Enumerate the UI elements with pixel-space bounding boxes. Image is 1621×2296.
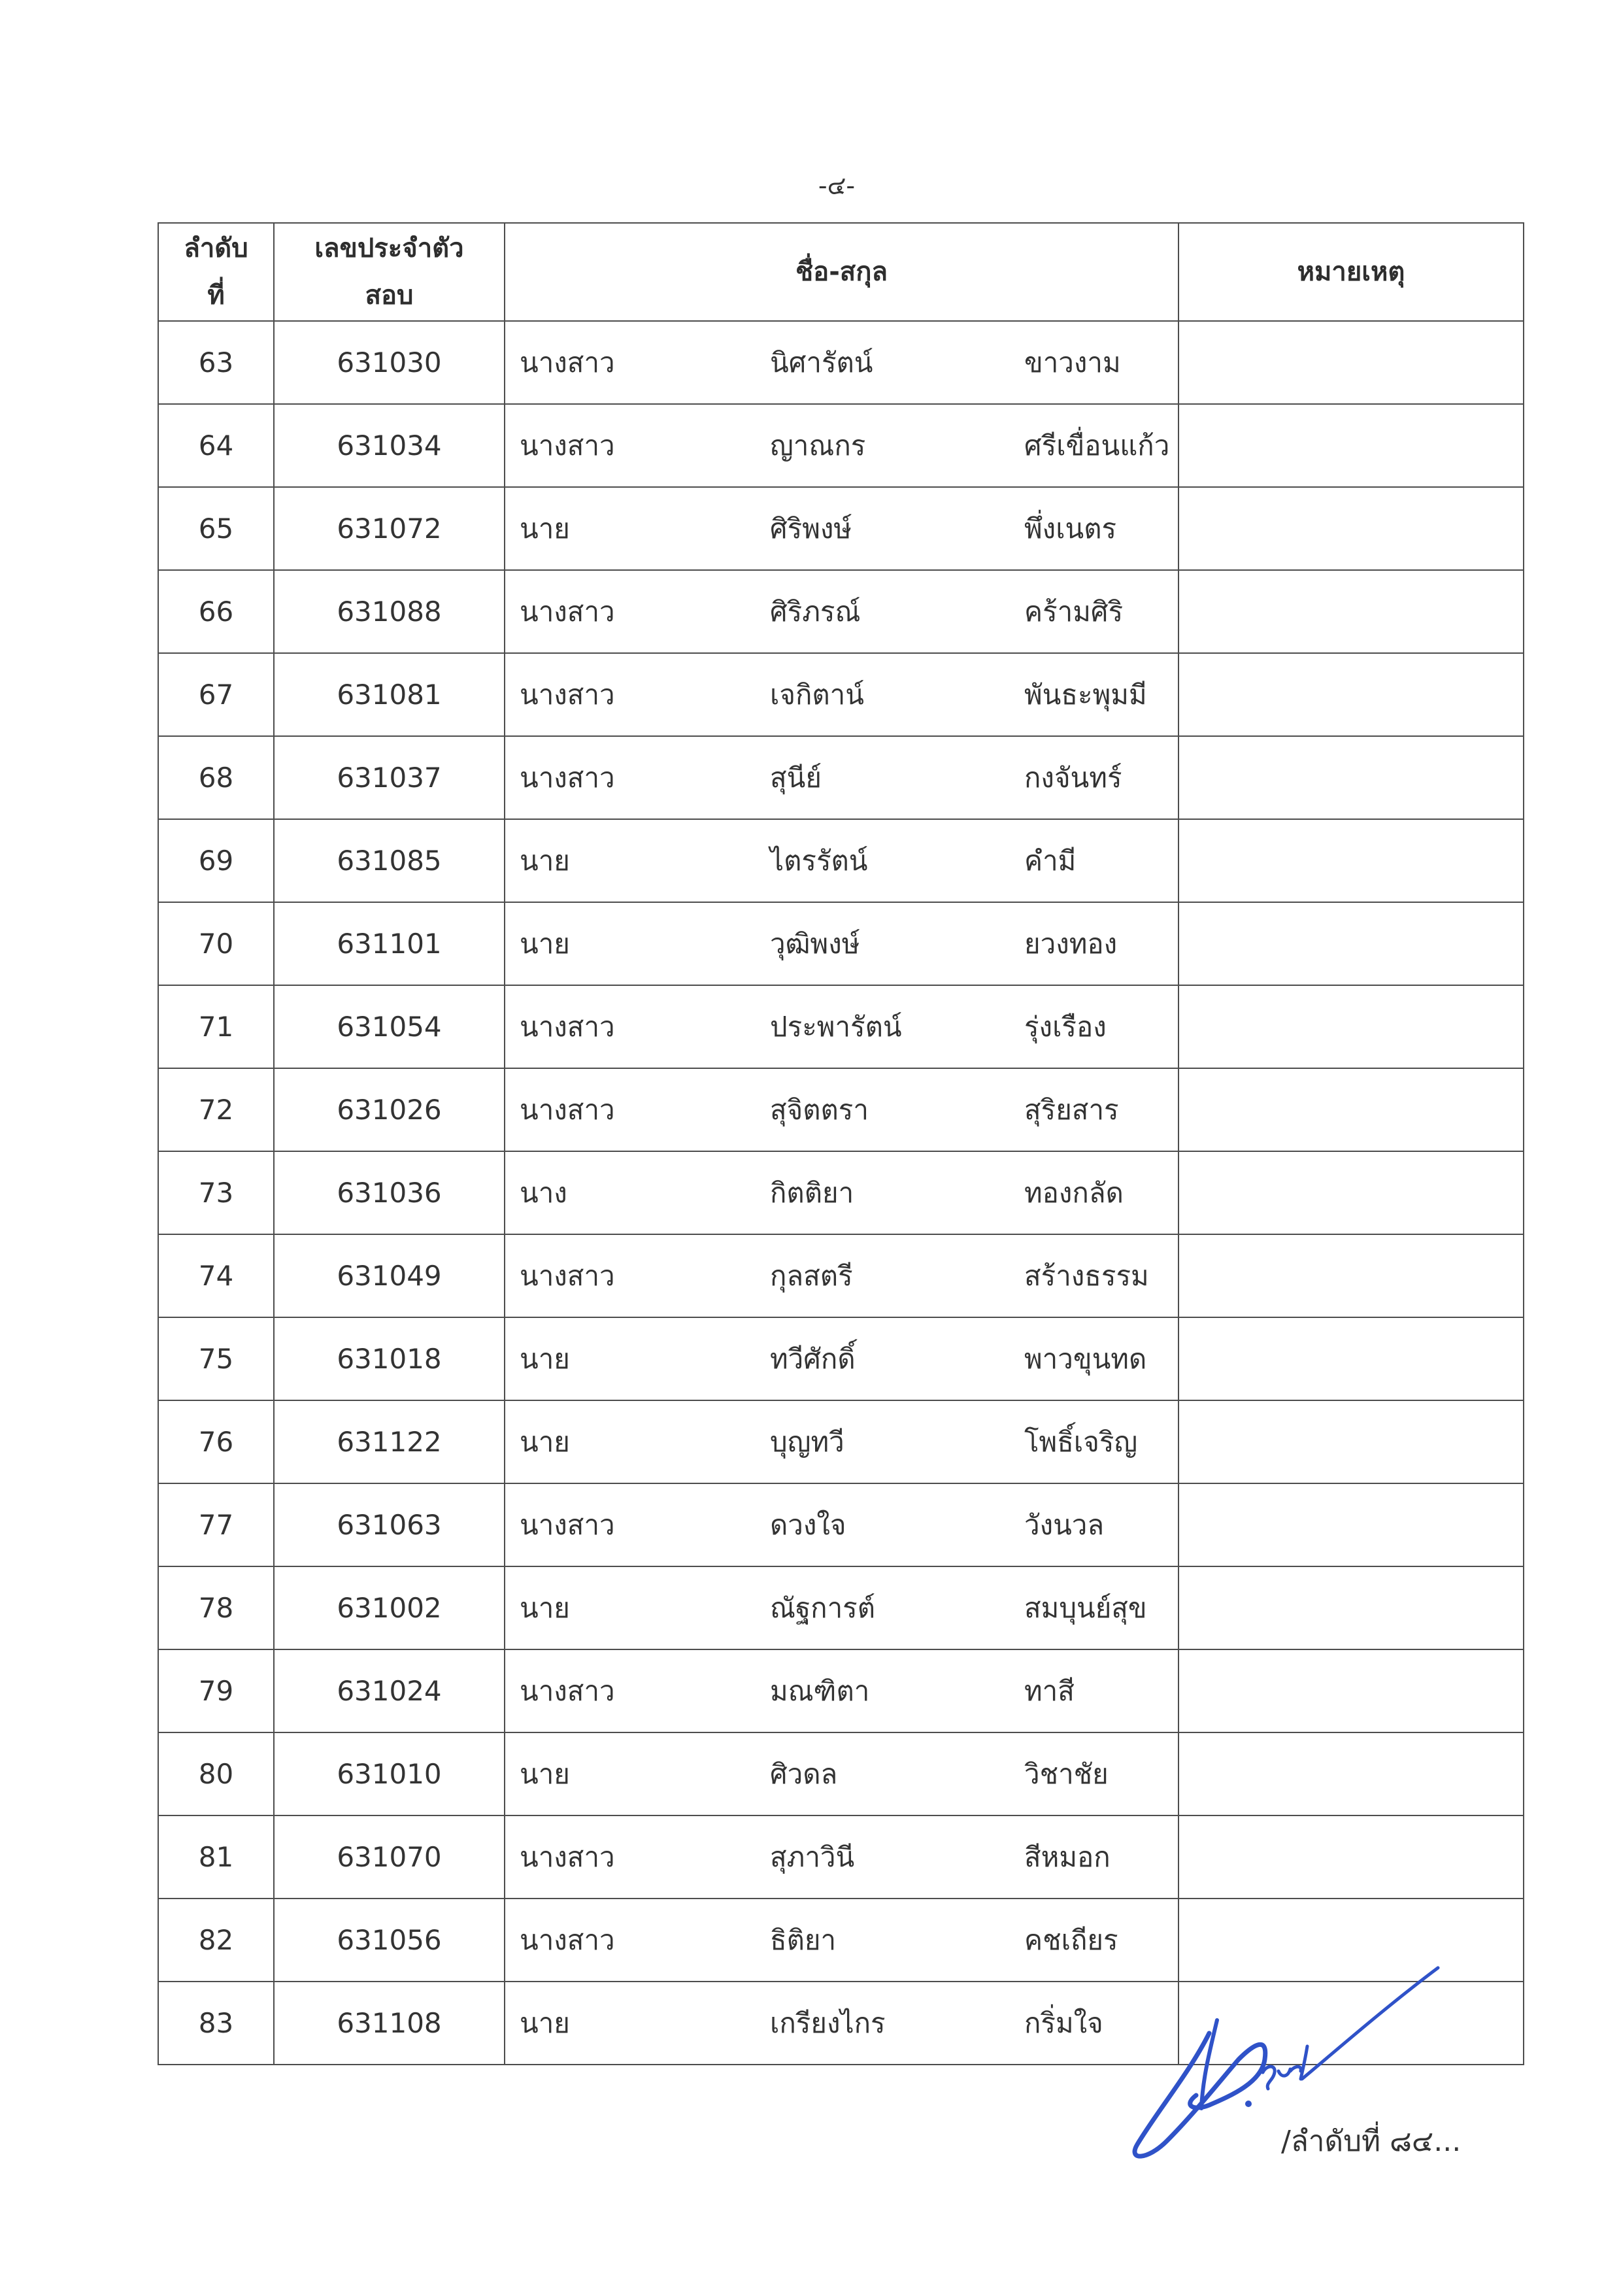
seq-cell: 71	[158, 985, 274, 1068]
full-name-cell	[505, 487, 1178, 570]
first-name: ประพารัตน์	[770, 1011, 902, 1043]
first-name: กุลสตรี	[770, 1260, 853, 1292]
first-name: สุนีย์	[770, 762, 822, 794]
header-full-name: ชื่อ-สกุล	[505, 223, 1178, 321]
first-name: ดวงใจ	[770, 1509, 846, 1541]
exam-id-cell: 631072	[274, 487, 505, 570]
seq-cell: 83	[158, 1982, 274, 2065]
name-title: นางสาว	[520, 679, 615, 711]
seq-cell: 78	[158, 1566, 274, 1649]
first-name: เจกิตาน์	[770, 679, 864, 711]
name-title: นางสาว	[520, 1841, 615, 1873]
last-name: วังนวล	[1024, 1509, 1105, 1541]
last-name: ขาวงาม	[1024, 346, 1121, 379]
exam-id-cell: 631085	[274, 819, 505, 902]
full-name-cell	[505, 1566, 1178, 1649]
continuation-note: /ลำดับที่ ๘๔...	[1281, 2125, 1462, 2158]
seq-cell: 76	[158, 1400, 274, 1483]
name-title: นาย	[520, 1758, 570, 1790]
full-name-cell	[505, 736, 1178, 819]
table-row	[158, 1234, 1524, 1317]
table-row	[158, 321, 1524, 404]
first-name: นิศารัตน์	[770, 346, 873, 379]
exam-id-cell: 631026	[274, 1068, 505, 1151]
first-name: ศิวดล	[770, 1758, 838, 1790]
seq-cell: 68	[158, 736, 274, 819]
exam-id-cell: 631018	[274, 1317, 505, 1400]
table-row	[158, 1151, 1524, 1234]
seq-cell: 81	[158, 1815, 274, 1899]
candidate-table	[158, 222, 1524, 2065]
table-row	[158, 1566, 1524, 1649]
last-name: พันธะพุมมี	[1024, 679, 1147, 711]
exam-id-cell: 631010	[274, 1732, 505, 1815]
first-name: บุญทวี	[770, 1426, 844, 1458]
first-name: ธิติยา	[770, 1924, 837, 1956]
exam-id-cell: 631049	[274, 1234, 505, 1317]
last-name: วิชาชัย	[1024, 1758, 1109, 1790]
last-name: สมบุนย์สุข	[1024, 1592, 1147, 1624]
table-row	[158, 902, 1524, 985]
first-name: มณฑิตา	[770, 1675, 870, 1707]
last-name: ยวงทอง	[1024, 928, 1118, 960]
full-name-cell	[505, 1068, 1178, 1151]
exam-id-cell: 631122	[274, 1400, 505, 1483]
last-name: ทาสี	[1024, 1675, 1075, 1707]
exam-id-cell: 631108	[274, 1982, 505, 2065]
table-row	[158, 736, 1524, 819]
name-title: นาย	[520, 1426, 570, 1458]
exam-id-cell: 631088	[274, 570, 505, 653]
last-name: ศรีเขื่อนแก้ว	[1024, 430, 1170, 462]
remark-cell	[1178, 1317, 1524, 1400]
table-row	[158, 1732, 1524, 1815]
remark-cell	[1178, 321, 1524, 404]
full-name-cell	[505, 1732, 1178, 1815]
exam-id-cell: 631056	[274, 1899, 505, 1982]
name-title: นางสาว	[520, 1509, 615, 1541]
first-name: ญาณกร	[770, 430, 866, 462]
table-row	[158, 1068, 1524, 1151]
header-exam-id	[274, 223, 505, 321]
name-title: นาง	[520, 1177, 567, 1209]
full-name-cell	[505, 819, 1178, 902]
last-name: ทองกลัด	[1024, 1177, 1124, 1209]
table-row	[158, 1649, 1524, 1732]
full-name-cell	[505, 1151, 1178, 1234]
first-name: ทวีศักดิ์	[770, 1343, 856, 1375]
name-title: นาย	[520, 1592, 570, 1624]
seq-cell: 82	[158, 1899, 274, 1982]
seq-cell: 64	[158, 404, 274, 487]
last-name: สุริยสาร	[1024, 1094, 1119, 1126]
table-row	[158, 487, 1524, 570]
name-title: นางสาว	[520, 346, 615, 379]
remark-cell	[1178, 1483, 1524, 1566]
name-title: นางสาว	[520, 1675, 615, 1707]
seq-cell: 75	[158, 1317, 274, 1400]
full-name-cell	[505, 1234, 1178, 1317]
name-title: นางสาว	[520, 1094, 615, 1126]
remark-cell	[1178, 653, 1524, 736]
exam-id-cell: 631063	[274, 1483, 505, 1566]
full-name-cell	[505, 985, 1178, 1068]
table-row	[158, 404, 1524, 487]
full-name-cell	[505, 1317, 1178, 1400]
table-header	[158, 223, 1524, 321]
full-name-cell	[505, 1815, 1178, 1899]
seq-cell: 72	[158, 1068, 274, 1151]
full-name-cell	[505, 902, 1178, 985]
last-name: กริ่มใจ	[1024, 2007, 1103, 2039]
last-name: กงจันทร์	[1024, 762, 1122, 794]
remark-cell	[1178, 985, 1524, 1068]
full-name-cell	[505, 570, 1178, 653]
remark-cell	[1178, 1400, 1524, 1483]
full-name-cell	[505, 321, 1178, 404]
remark-cell	[1178, 1234, 1524, 1317]
table-row	[158, 653, 1524, 736]
last-name: คชเถียร	[1024, 1924, 1118, 1956]
full-name-cell	[505, 1400, 1178, 1483]
full-name-cell	[505, 1483, 1178, 1566]
full-name-cell	[505, 1649, 1178, 1732]
exam-id-cell: 631037	[274, 736, 505, 819]
full-name-cell	[505, 1982, 1178, 2065]
name-title: นาย	[520, 2007, 570, 2039]
exam-id-cell: 631101	[274, 902, 505, 985]
seq-cell: 63	[158, 321, 274, 404]
header-remark: หมายเหตุ	[1178, 223, 1524, 321]
remark-cell	[1178, 1566, 1524, 1649]
remark-cell	[1178, 487, 1524, 570]
name-title: นางสาว	[520, 1924, 615, 1956]
header-exam-id-line2: สอบ	[365, 280, 414, 311]
table-row	[158, 1483, 1524, 1566]
last-name: พึ่งเนตร	[1024, 513, 1117, 545]
header-row	[158, 223, 1524, 321]
page-number: -๔-	[818, 171, 856, 200]
header-seq-line2: ที่	[207, 280, 225, 311]
table-row	[158, 985, 1524, 1068]
last-name: คำมี	[1024, 845, 1077, 877]
name-title: นางสาว	[520, 762, 615, 794]
table-row	[158, 1400, 1524, 1483]
remark-cell	[1178, 1151, 1524, 1234]
first-name: ไตรรัตน์	[770, 845, 868, 877]
seq-cell: 80	[158, 1732, 274, 1815]
table-row	[158, 819, 1524, 902]
first-name: เกรียงไกร	[770, 2007, 886, 2039]
header-seq	[158, 223, 274, 321]
remark-cell	[1178, 1815, 1524, 1899]
table-row	[158, 1317, 1524, 1400]
first-name: วุฒิพงษ์	[770, 928, 860, 960]
exam-id-cell: 631036	[274, 1151, 505, 1234]
first-name: ศิริพงษ์	[770, 513, 852, 545]
exam-id-cell: 631054	[274, 985, 505, 1068]
name-title: นาย	[520, 513, 570, 545]
table-row	[158, 570, 1524, 653]
full-name-cell	[505, 404, 1178, 487]
first-name: สุภาวินี	[770, 1841, 855, 1873]
remark-cell	[1178, 902, 1524, 985]
name-title: นางสาว	[520, 596, 615, 628]
seq-cell: 65	[158, 487, 274, 570]
exam-id-cell: 631030	[274, 321, 505, 404]
exam-id-cell: 631070	[274, 1815, 505, 1899]
header-seq-line1: ลำดับ	[184, 233, 248, 263]
last-name: โพธิ์เจริญ	[1024, 1426, 1138, 1458]
exam-id-cell: 631024	[274, 1649, 505, 1732]
remark-cell	[1178, 570, 1524, 653]
first-name: ศิริภรณ์	[770, 596, 861, 628]
last-name: คร้ามศิริ	[1024, 596, 1124, 628]
seq-cell: 77	[158, 1483, 274, 1566]
seq-cell: 69	[158, 819, 274, 902]
seq-cell: 70	[158, 902, 274, 985]
table-row	[158, 1815, 1524, 1899]
seq-cell: 73	[158, 1151, 274, 1234]
last-name: รุ่งเรือง	[1024, 1011, 1107, 1043]
header-exam-id-line1: เลขประจำตัว	[314, 233, 464, 263]
remark-cell	[1178, 404, 1524, 487]
name-title: นาย	[520, 1343, 570, 1375]
name-title: นาย	[520, 928, 570, 960]
exam-id-cell: 631002	[274, 1566, 505, 1649]
seq-cell: 66	[158, 570, 274, 653]
first-name: สุจิตตรา	[770, 1094, 869, 1126]
full-name-cell	[505, 1899, 1178, 1982]
first-name: ณัฐการต์	[770, 1592, 875, 1624]
remark-cell	[1178, 1649, 1524, 1732]
seq-cell: 74	[158, 1234, 274, 1317]
last-name: สร้างธรรม	[1024, 1260, 1149, 1292]
full-name-cell	[505, 653, 1178, 736]
seq-cell: 79	[158, 1649, 274, 1732]
seq-cell: 67	[158, 653, 274, 736]
name-title: นางสาว	[520, 430, 615, 462]
table-body	[158, 321, 1524, 2065]
remark-cell	[1178, 819, 1524, 902]
name-title: นางสาว	[520, 1011, 615, 1043]
remark-cell	[1178, 736, 1524, 819]
remark-cell	[1178, 1068, 1524, 1151]
last-name: สีหมอก	[1024, 1841, 1111, 1873]
first-name: กิตติยา	[770, 1177, 854, 1209]
exam-id-cell: 631081	[274, 653, 505, 736]
remark-cell	[1178, 1732, 1524, 1815]
exam-id-cell: 631034	[274, 404, 505, 487]
last-name: พาวขุนทด	[1024, 1343, 1147, 1375]
name-title: นาย	[520, 845, 570, 877]
name-title: นางสาว	[520, 1260, 615, 1292]
